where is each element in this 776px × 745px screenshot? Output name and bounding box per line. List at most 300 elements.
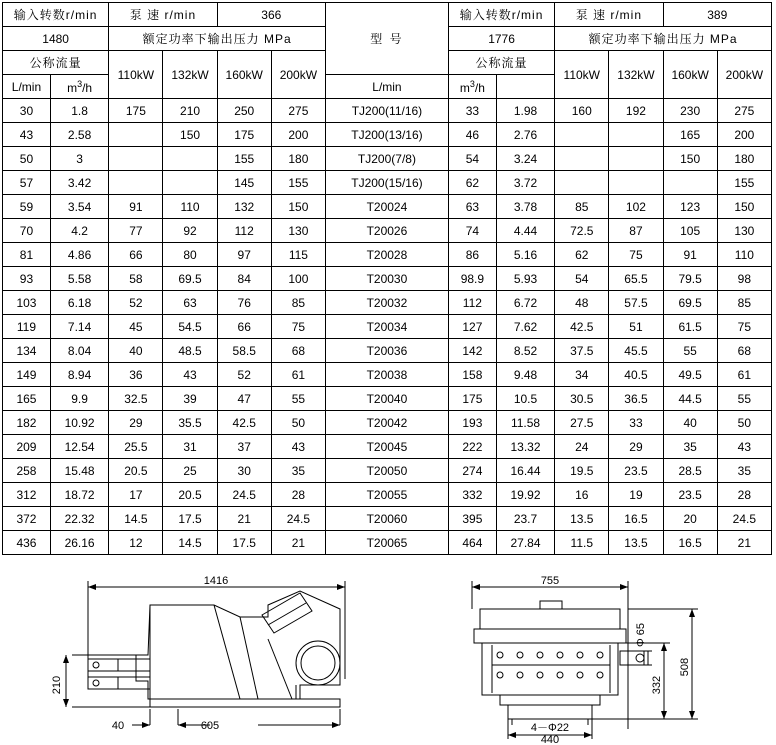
left-lmin: 436 (3, 531, 51, 555)
left-p-160: 47 (217, 387, 271, 411)
right-p-132: 45.5 (609, 339, 663, 363)
left-p-110: 91 (109, 195, 163, 219)
table-row (3, 315, 772, 339)
left-p-132 (163, 147, 217, 171)
right-lmin: 54 (448, 147, 496, 171)
right-p-110 (555, 123, 609, 147)
model: TJ200(7/8) (325, 147, 448, 171)
right-p-132: 75 (609, 243, 663, 267)
model: T20028 (325, 243, 448, 267)
right-lmin: 98.9 (448, 267, 496, 291)
left-p-132: 63 (163, 291, 217, 315)
right-p-132: 36.5 (609, 387, 663, 411)
end-view-dim-shaft: Φ 65 (635, 622, 647, 648)
table-row (3, 435, 772, 459)
table-row (3, 195, 772, 219)
model: T20034 (325, 315, 448, 339)
left-lmin: 57 (3, 171, 51, 195)
left-pump-speed-value: 366 (217, 3, 325, 27)
model: T20045 (325, 435, 448, 459)
right-p-200: 85 (717, 291, 771, 315)
left-p-110: 14.5 (109, 507, 163, 531)
right-lmin: 142 (448, 339, 496, 363)
left-lmin: 165 (3, 387, 51, 411)
side-view-dim-height: 210 (51, 675, 63, 695)
left-p-200: 21 (271, 531, 325, 555)
table-row (3, 171, 772, 195)
right-m3h: 16.44 (496, 459, 554, 483)
left-p-160: 175 (217, 123, 271, 147)
right-m3h: 4.44 (496, 219, 554, 243)
left-p-110: 25.5 (109, 435, 163, 459)
right-p-110: 27.5 (555, 411, 609, 435)
left-p-160: 17.5 (217, 531, 271, 555)
model: T20042 (325, 411, 448, 435)
right-lmin: 332 (448, 483, 496, 507)
model: T20055 (325, 483, 448, 507)
right-p-110: 24 (555, 435, 609, 459)
left-m3h: 6.18 (50, 291, 108, 315)
left-p-200: 180 (271, 147, 325, 171)
right-p-200: 180 (717, 147, 771, 171)
left-p-160: 21 (217, 507, 271, 531)
left-p-200: 85 (271, 291, 325, 315)
left-p-132: 80 (163, 243, 217, 267)
right-m3h: 23.7 (496, 507, 554, 531)
right-p-110: 48 (555, 291, 609, 315)
table-row (3, 123, 772, 147)
model: TJ200(13/16) (325, 123, 448, 147)
left-p-132: 39 (163, 387, 217, 411)
left-p-132: 14.5 (163, 531, 217, 555)
right-p-160: 28.5 (663, 459, 717, 483)
right-p-200: 21 (717, 531, 771, 555)
left-p-200: 28 (271, 483, 325, 507)
left-p-132: 48.5 (163, 339, 217, 363)
right-p-200: 61 (717, 363, 771, 387)
right-p-160: 61.5 (663, 315, 717, 339)
right-p-200: 24.5 (717, 507, 771, 531)
right-p-200: 150 (717, 195, 771, 219)
end-view-dim-width: 755 (540, 575, 560, 587)
left-p-132: 20.5 (163, 483, 217, 507)
right-p-200: 35 (717, 459, 771, 483)
model: T20040 (325, 387, 448, 411)
left-p-110: 175 (109, 99, 163, 123)
model-column-label: 型 号 (325, 3, 448, 75)
right-power-col-110: 110kW (555, 51, 609, 99)
right-lmin: 222 (448, 435, 496, 459)
left-lmin: 93 (3, 267, 51, 291)
left-p-132: 150 (163, 123, 217, 147)
right-p-110: 85 (555, 195, 609, 219)
left-p-160: 66 (217, 315, 271, 339)
left-p-200: 150 (271, 195, 325, 219)
right-p-110: 13.5 (555, 507, 609, 531)
left-p-200: 43 (271, 435, 325, 459)
left-p-132: 31 (163, 435, 217, 459)
table-row (3, 267, 772, 291)
right-m3h: 19.92 (496, 483, 554, 507)
left-m3h: 10.92 (50, 411, 108, 435)
right-lmin: 175 (448, 387, 496, 411)
left-m3h: 5.58 (50, 267, 108, 291)
left-lmin: 70 (3, 219, 51, 243)
right-m3h: 2.76 (496, 123, 554, 147)
left-lmin: 30 (3, 99, 51, 123)
left-lmin: 119 (3, 315, 51, 339)
right-lmin: 158 (448, 363, 496, 387)
left-m3h: 18.72 (50, 483, 108, 507)
page (0, 2, 776, 745)
left-p-132 (163, 171, 217, 195)
right-p-200: 75 (717, 315, 771, 339)
right-p-132: 40.5 (609, 363, 663, 387)
end-view-dim-holes: 4－Φ22 (530, 722, 570, 734)
right-pump-speed-value: 389 (663, 3, 771, 27)
right-p-200: 28 (717, 483, 771, 507)
table-row (3, 411, 772, 435)
left-p-132: 25 (163, 459, 217, 483)
right-p-110: 54 (555, 267, 609, 291)
left-m3h: 4.2 (50, 219, 108, 243)
right-p-200: 68 (717, 339, 771, 363)
left-lmin: 103 (3, 291, 51, 315)
left-p-110: 32.5 (109, 387, 163, 411)
right-m3h: 11.58 (496, 411, 554, 435)
left-lmin: 182 (3, 411, 51, 435)
right-rated-power-label: 额定功率下输出压力 MPa (555, 27, 772, 51)
table-body (3, 99, 772, 555)
model: T20050 (325, 459, 448, 483)
right-input-speed-label: 输入转数r/min (448, 3, 554, 27)
right-lmin: 395 (448, 507, 496, 531)
right-m3h: 9.48 (496, 363, 554, 387)
left-p-110: 45 (109, 315, 163, 339)
right-p-132: 192 (609, 99, 663, 123)
left-p-110: 40 (109, 339, 163, 363)
right-lmin: 464 (448, 531, 496, 555)
left-m3h: 2.58 (50, 123, 108, 147)
left-m3h: 8.94 (50, 363, 108, 387)
model: TJ200(11/16) (325, 99, 448, 123)
left-m3h: 8.04 (50, 339, 108, 363)
right-p-160: 49.5 (663, 363, 717, 387)
left-p-132: 69.5 (163, 267, 217, 291)
right-p-110: 42.5 (555, 315, 609, 339)
left-m3h: 15.48 (50, 459, 108, 483)
left-p-200: 55 (271, 387, 325, 411)
left-p-160: 155 (217, 147, 271, 171)
left-p-160: 42.5 (217, 411, 271, 435)
right-m3h: 5.93 (496, 267, 554, 291)
right-p-110: 34 (555, 363, 609, 387)
left-p-110: 58 (109, 267, 163, 291)
right-p-160: 91 (663, 243, 717, 267)
right-p-132: 29 (609, 435, 663, 459)
left-p-110: 17 (109, 483, 163, 507)
specification-table (2, 2, 772, 555)
right-p-132: 23.5 (609, 459, 663, 483)
right-p-110: 19.5 (555, 459, 609, 483)
left-p-110 (109, 171, 163, 195)
left-p-132: 210 (163, 99, 217, 123)
left-p-200: 75 (271, 315, 325, 339)
right-p-160: 150 (663, 147, 717, 171)
left-nominal-flow-label: 公称流量 (3, 51, 109, 75)
right-p-110: 37.5 (555, 339, 609, 363)
left-m3h: 3.54 (50, 195, 108, 219)
model: T20036 (325, 339, 448, 363)
model: T20032 (325, 291, 448, 315)
right-p-132: 87 (609, 219, 663, 243)
left-p-200: 200 (271, 123, 325, 147)
right-p-200: 155 (717, 171, 771, 195)
right-lmin: 33 (448, 99, 496, 123)
right-p-110: 160 (555, 99, 609, 123)
right-lmin: 127 (448, 315, 496, 339)
left-unit-m3h: $m^3/h$ (50, 75, 108, 99)
right-lmin: 112 (448, 291, 496, 315)
right-p-200: 275 (717, 99, 771, 123)
left-p-110: 36 (109, 363, 163, 387)
left-pump-speed-label: 泵 速 r/min (109, 3, 217, 27)
right-m3h: 3.24 (496, 147, 554, 171)
left-p-160: 58.5 (217, 339, 271, 363)
model: T20026 (325, 219, 448, 243)
left-p-160: 250 (217, 99, 271, 123)
header-row-1 (3, 3, 772, 27)
right-p-200: 43 (717, 435, 771, 459)
left-p-160: 97 (217, 243, 271, 267)
left-m3h: 4.86 (50, 243, 108, 267)
left-rated-power-label: 额定功率下输出压力 MPa (109, 27, 326, 51)
right-p-160: 79.5 (663, 267, 717, 291)
right-lmin: 63 (448, 195, 496, 219)
right-p-160: 16.5 (663, 531, 717, 555)
table-row (3, 483, 772, 507)
left-p-200: 115 (271, 243, 325, 267)
left-p-200: 35 (271, 459, 325, 483)
right-lmin: 74 (448, 219, 496, 243)
left-p-160: 30 (217, 459, 271, 483)
right-pump-speed-label: 泵 速 r/min (555, 3, 663, 27)
left-p-132: 92 (163, 219, 217, 243)
right-p-200: 200 (717, 123, 771, 147)
left-p-200: 50 (271, 411, 325, 435)
left-p-110 (109, 123, 163, 147)
left-m3h: 3.42 (50, 171, 108, 195)
right-p-110: 16 (555, 483, 609, 507)
right-p-160: 35 (663, 435, 717, 459)
left-p-110: 12 (109, 531, 163, 555)
model: TJ200(15/16) (325, 171, 448, 195)
left-m3h: 12.54 (50, 435, 108, 459)
right-power-col-200: 200kW (717, 51, 771, 99)
right-p-132: 65.5 (609, 267, 663, 291)
right-p-110: 30.5 (555, 387, 609, 411)
table-row (3, 531, 772, 555)
right-unit-lmin: L/min (325, 75, 448, 99)
right-p-160 (663, 171, 717, 195)
left-lmin: 258 (3, 459, 51, 483)
left-p-160: 145 (217, 171, 271, 195)
right-unit-m3h: $m^3/h$ (448, 75, 496, 99)
left-power-col-132: 132kW (163, 51, 217, 99)
right-p-132: 16.5 (609, 507, 663, 531)
left-p-200: 275 (271, 99, 325, 123)
table-row (3, 219, 772, 243)
side-view-dim-base: 605 (200, 720, 220, 732)
table-row (3, 147, 772, 171)
right-m3h: 5.16 (496, 243, 554, 267)
left-p-110: 66 (109, 243, 163, 267)
left-p-160: 52 (217, 363, 271, 387)
left-lmin: 134 (3, 339, 51, 363)
model: T20038 (325, 363, 448, 387)
left-p-160: 84 (217, 267, 271, 291)
left-p-110: 20.5 (109, 459, 163, 483)
right-nominal-flow-label: 公称流量 (448, 51, 554, 75)
table-row (3, 99, 772, 123)
right-lmin: 86 (448, 243, 496, 267)
right-power-col-160: 160kW (663, 51, 717, 99)
left-p-132: 17.5 (163, 507, 217, 531)
left-p-160: 112 (217, 219, 271, 243)
left-p-160: 24.5 (217, 483, 271, 507)
table-row (3, 459, 772, 483)
right-p-132: 102 (609, 195, 663, 219)
right-m3h: 8.52 (496, 339, 554, 363)
table-row (3, 363, 772, 387)
dimension-drawings (0, 559, 776, 745)
right-m3h: 1.98 (496, 99, 554, 123)
left-m3h: 9.9 (50, 387, 108, 411)
end-view-dim-base: 440 (540, 734, 560, 745)
left-p-132: 110 (163, 195, 217, 219)
left-lmin: 372 (3, 507, 51, 531)
right-power-col-132: 132kW (609, 51, 663, 99)
left-m3h: 26.16 (50, 531, 108, 555)
right-p-132: 57.5 (609, 291, 663, 315)
right-input-speed-value: 1776 (448, 27, 554, 51)
left-lmin: 81 (3, 243, 51, 267)
table-head (3, 3, 772, 99)
left-p-200: 68 (271, 339, 325, 363)
left-lmin: 50 (3, 147, 51, 171)
right-p-160: 44.5 (663, 387, 717, 411)
table-row (3, 339, 772, 363)
left-lmin: 149 (3, 363, 51, 387)
right-m3h: 27.84 (496, 531, 554, 555)
right-p-132: 13.5 (609, 531, 663, 555)
right-p-110: 11.5 (555, 531, 609, 555)
right-p-132: 19 (609, 483, 663, 507)
left-m3h: 22.32 (50, 507, 108, 531)
left-lmin: 59 (3, 195, 51, 219)
right-p-132 (609, 123, 663, 147)
drawings-area (0, 559, 776, 745)
left-lmin: 43 (3, 123, 51, 147)
model: T20065 (325, 531, 448, 555)
end-view-dim-inner-height: 332 (651, 675, 663, 695)
table-row (3, 243, 772, 267)
left-p-132: 35.5 (163, 411, 217, 435)
right-lmin: 193 (448, 411, 496, 435)
left-power-col-160: 160kW (217, 51, 271, 99)
right-lmin: 62 (448, 171, 496, 195)
right-p-160: 165 (663, 123, 717, 147)
side-view-dim-base-left: 40 (111, 720, 125, 732)
left-m3h: 7.14 (50, 315, 108, 339)
left-p-160: 37 (217, 435, 271, 459)
left-p-200: 100 (271, 267, 325, 291)
right-p-110: 62 (555, 243, 609, 267)
right-m3h: 3.72 (496, 171, 554, 195)
right-lmin: 46 (448, 123, 496, 147)
right-p-160: 105 (663, 219, 717, 243)
left-p-200: 155 (271, 171, 325, 195)
left-m3h: 1.8 (50, 99, 108, 123)
left-m3h: 3 (50, 147, 108, 171)
right-p-110 (555, 147, 609, 171)
left-input-speed-value: 1480 (3, 27, 109, 51)
right-m3h: 6.72 (496, 291, 554, 315)
model: T20024 (325, 195, 448, 219)
right-p-200: 130 (717, 219, 771, 243)
side-view-dim-overall: 1416 (203, 575, 229, 587)
model: T20060 (325, 507, 448, 531)
right-p-160: 69.5 (663, 291, 717, 315)
left-p-160: 76 (217, 291, 271, 315)
right-p-160: 123 (663, 195, 717, 219)
right-p-200: 55 (717, 387, 771, 411)
table-row (3, 387, 772, 411)
right-p-160: 23.5 (663, 483, 717, 507)
left-p-200: 24.5 (271, 507, 325, 531)
right-p-132: 51 (609, 315, 663, 339)
end-view-dim-height: 508 (679, 657, 691, 677)
right-m3h: 3.78 (496, 195, 554, 219)
left-input-speed-label: 输入转数r/min (3, 3, 109, 27)
table-row (3, 507, 772, 531)
right-p-132 (609, 171, 663, 195)
left-lmin: 312 (3, 483, 51, 507)
right-m3h: 7.62 (496, 315, 554, 339)
right-p-132 (609, 147, 663, 171)
table-row (3, 291, 772, 315)
left-p-110: 52 (109, 291, 163, 315)
right-p-160: 20 (663, 507, 717, 531)
left-power-col-200: 200kW (271, 51, 325, 99)
right-p-132: 33 (609, 411, 663, 435)
model: T20030 (325, 267, 448, 291)
right-p-200: 98 (717, 267, 771, 291)
right-p-110: 72.5 (555, 219, 609, 243)
right-p-110 (555, 171, 609, 195)
left-lmin: 209 (3, 435, 51, 459)
left-p-200: 130 (271, 219, 325, 243)
right-p-200: 110 (717, 243, 771, 267)
right-lmin: 274 (448, 459, 496, 483)
right-p-160: 55 (663, 339, 717, 363)
left-p-110 (109, 147, 163, 171)
left-unit-lmin: L/min (3, 75, 51, 99)
left-p-110: 77 (109, 219, 163, 243)
right-p-160: 230 (663, 99, 717, 123)
left-power-col-110: 110kW (109, 51, 163, 99)
left-p-200: 61 (271, 363, 325, 387)
